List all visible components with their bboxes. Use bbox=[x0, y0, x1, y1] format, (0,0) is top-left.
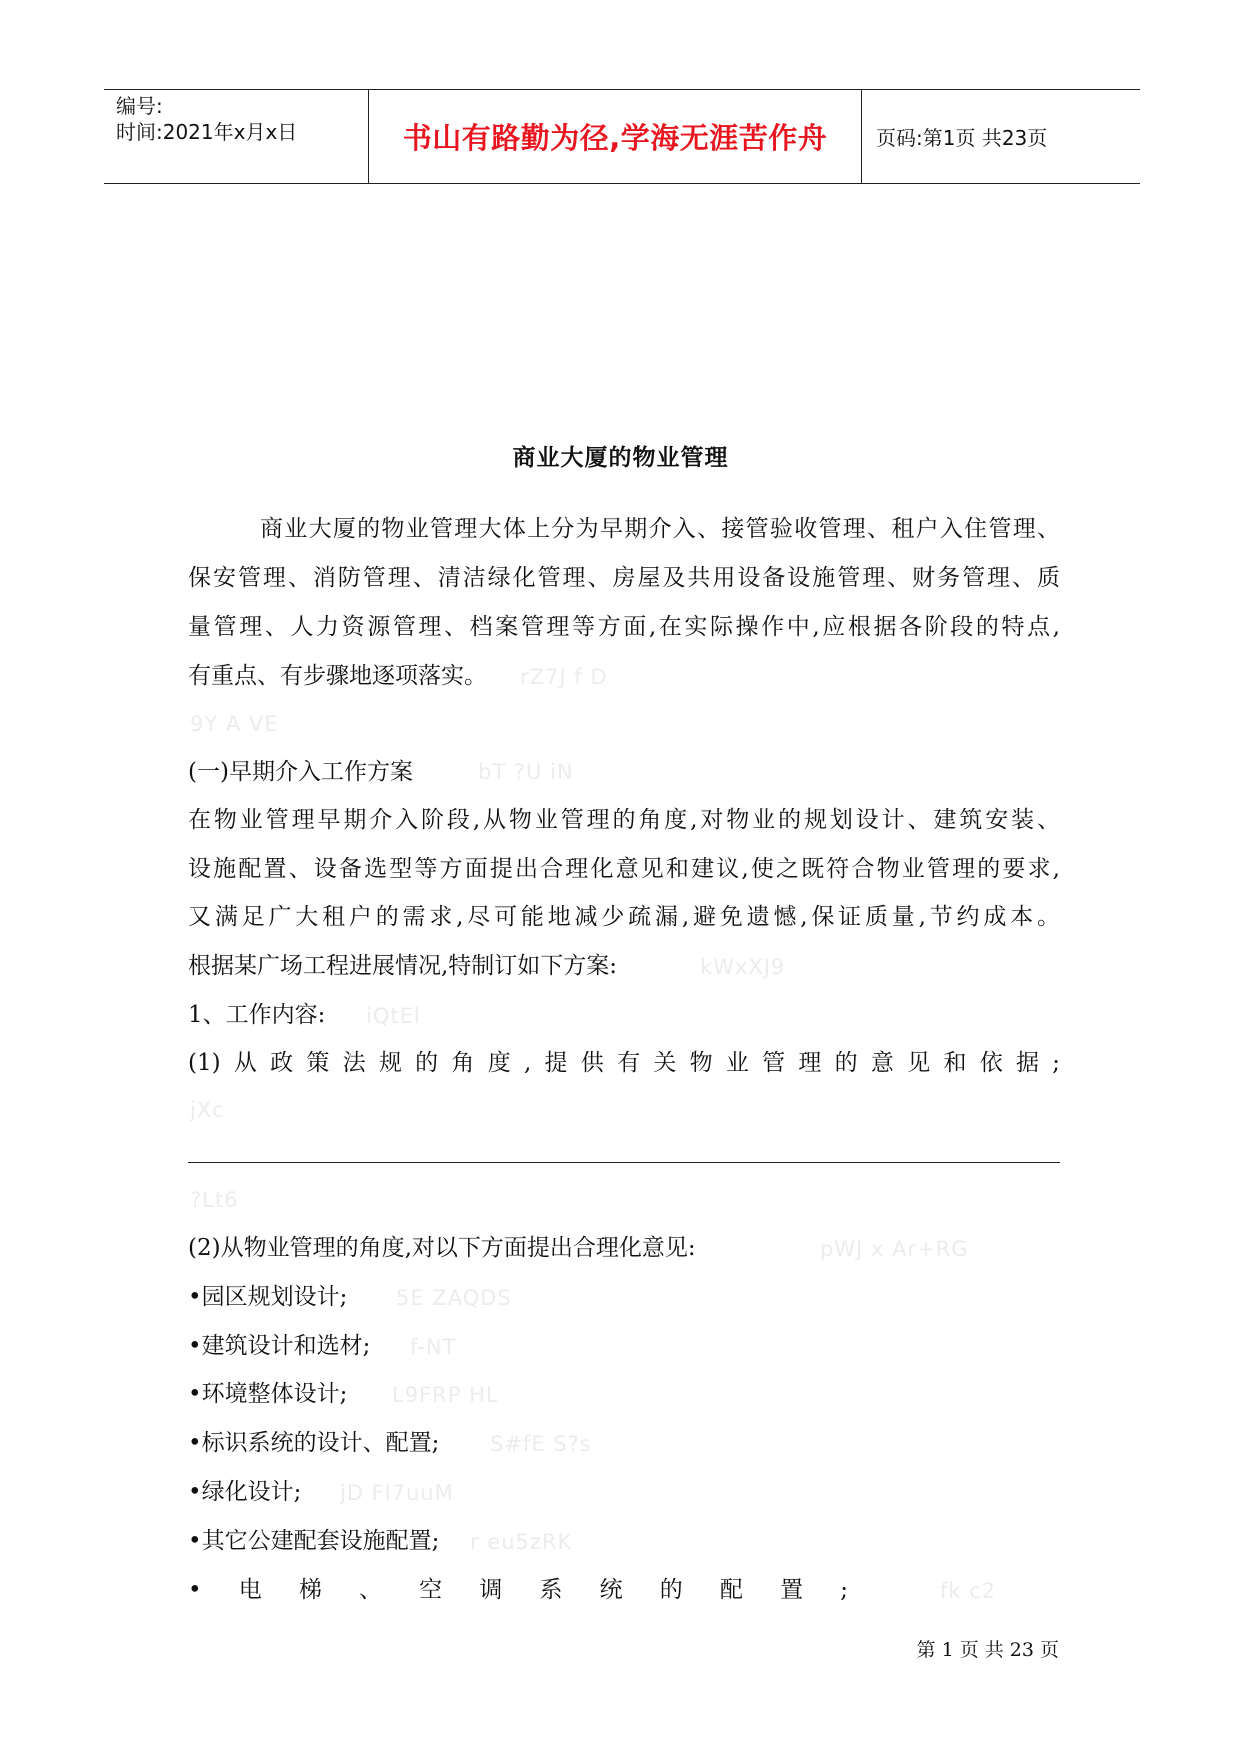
section-paragraph-line-2: 设施配置、设备选型等方面提出合理化意见和建议,使之既符合物业管理的要求, bbox=[188, 856, 1060, 882]
section-paragraph-line-3: 又满足广大租户的需求,尽可能地减少疏漏,避免遗憾,保证质量,节约成本。 bbox=[188, 904, 1060, 930]
intro-line-2: 保安管理、消防管理、清洁绿化管理、房屋及共用设备设施管理、财务管理、质 bbox=[188, 565, 1060, 591]
watermark-text: pWJ x Ar+RG bbox=[820, 1237, 969, 1261]
page-code: 页码:第1页 共23页 bbox=[876, 126, 1048, 150]
item-2: (2)从物业管理的角度,对以下方面提出合理化意见: bbox=[188, 1235, 696, 1261]
motto: 书山有路勤为径,学海无涯苦作舟 bbox=[402, 121, 828, 155]
section-paragraph-line-1: 在物业管理早期介入阶段,从物业管理的角度,对物业的规划设计、建筑安装、 bbox=[188, 807, 1060, 833]
watermark-text: ?Lt6 bbox=[190, 1188, 239, 1212]
bullet-item: •其它公建配套设施配置; bbox=[188, 1528, 440, 1554]
watermark-text: r eu5zRK bbox=[470, 1530, 573, 1554]
watermark-text: jXc bbox=[190, 1098, 225, 1122]
watermark-text: 9Y A VE bbox=[190, 712, 279, 736]
number-label: 编号: bbox=[116, 94, 163, 118]
item-heading: 1、工作内容: bbox=[188, 1002, 326, 1028]
header-table bbox=[104, 89, 1140, 184]
intro-line-3: 量管理、人力资源管理、档案管理等方面,在实际操作中,应根据各阶段的特点, bbox=[188, 614, 1060, 640]
watermark-text: 5E ZAQDS bbox=[396, 1286, 512, 1310]
section-paragraph-line-4: 根据某广场工程进展情况,特制订如下方案: bbox=[188, 953, 618, 979]
horizontal-rule bbox=[188, 1162, 1060, 1163]
watermark-text: L9FRP HL bbox=[392, 1383, 499, 1407]
bullet-item: •标识系统的设计、配置; bbox=[188, 1430, 440, 1456]
section-heading: (一)早期介入工作方案 bbox=[188, 759, 413, 785]
intro-line-1: 商业大厦的物业管理大体上分为早期介入、接管验收管理、租户入住管理、 bbox=[260, 516, 1060, 542]
header-right-cell bbox=[862, 90, 1140, 183]
watermark-text: S#fE S?s bbox=[490, 1432, 592, 1456]
bullet-item: •电梯、空调系统的配置; bbox=[188, 1577, 848, 1603]
bullet-item: •建筑设计和选材; bbox=[188, 1333, 371, 1359]
watermark-text: jD Fl7uuM bbox=[340, 1481, 454, 1505]
watermark-text: rZ7J f D bbox=[520, 665, 608, 689]
item-1: (1)从政策法规的角度,提供有关物业管理的意见和依据; bbox=[188, 1050, 1060, 1076]
header-left-cell bbox=[104, 90, 369, 183]
watermark-text: kWxXJ9 bbox=[700, 955, 786, 979]
header-mid-cell bbox=[369, 90, 862, 183]
watermark-text: fk c2 bbox=[940, 1579, 997, 1603]
intro-line-4: 有重点、有步骤地逐项落实。 bbox=[188, 663, 487, 689]
watermark-text: f-NT bbox=[410, 1335, 457, 1359]
time-label: 时间:2021年x月x日 bbox=[116, 120, 298, 144]
bullet-item: •绿化设计; bbox=[188, 1479, 302, 1505]
watermark-text: bT ?U iN bbox=[478, 760, 574, 784]
bullet-item: •环境整体设计; bbox=[188, 1381, 348, 1407]
bullet-item: •园区规划设计; bbox=[188, 1284, 348, 1310]
watermark-text: iQtEl bbox=[366, 1004, 421, 1028]
document-title: 商业大厦的物业管理 bbox=[512, 444, 729, 471]
page-footer: 第 1 页 共 23 页 bbox=[916, 1639, 1059, 1661]
